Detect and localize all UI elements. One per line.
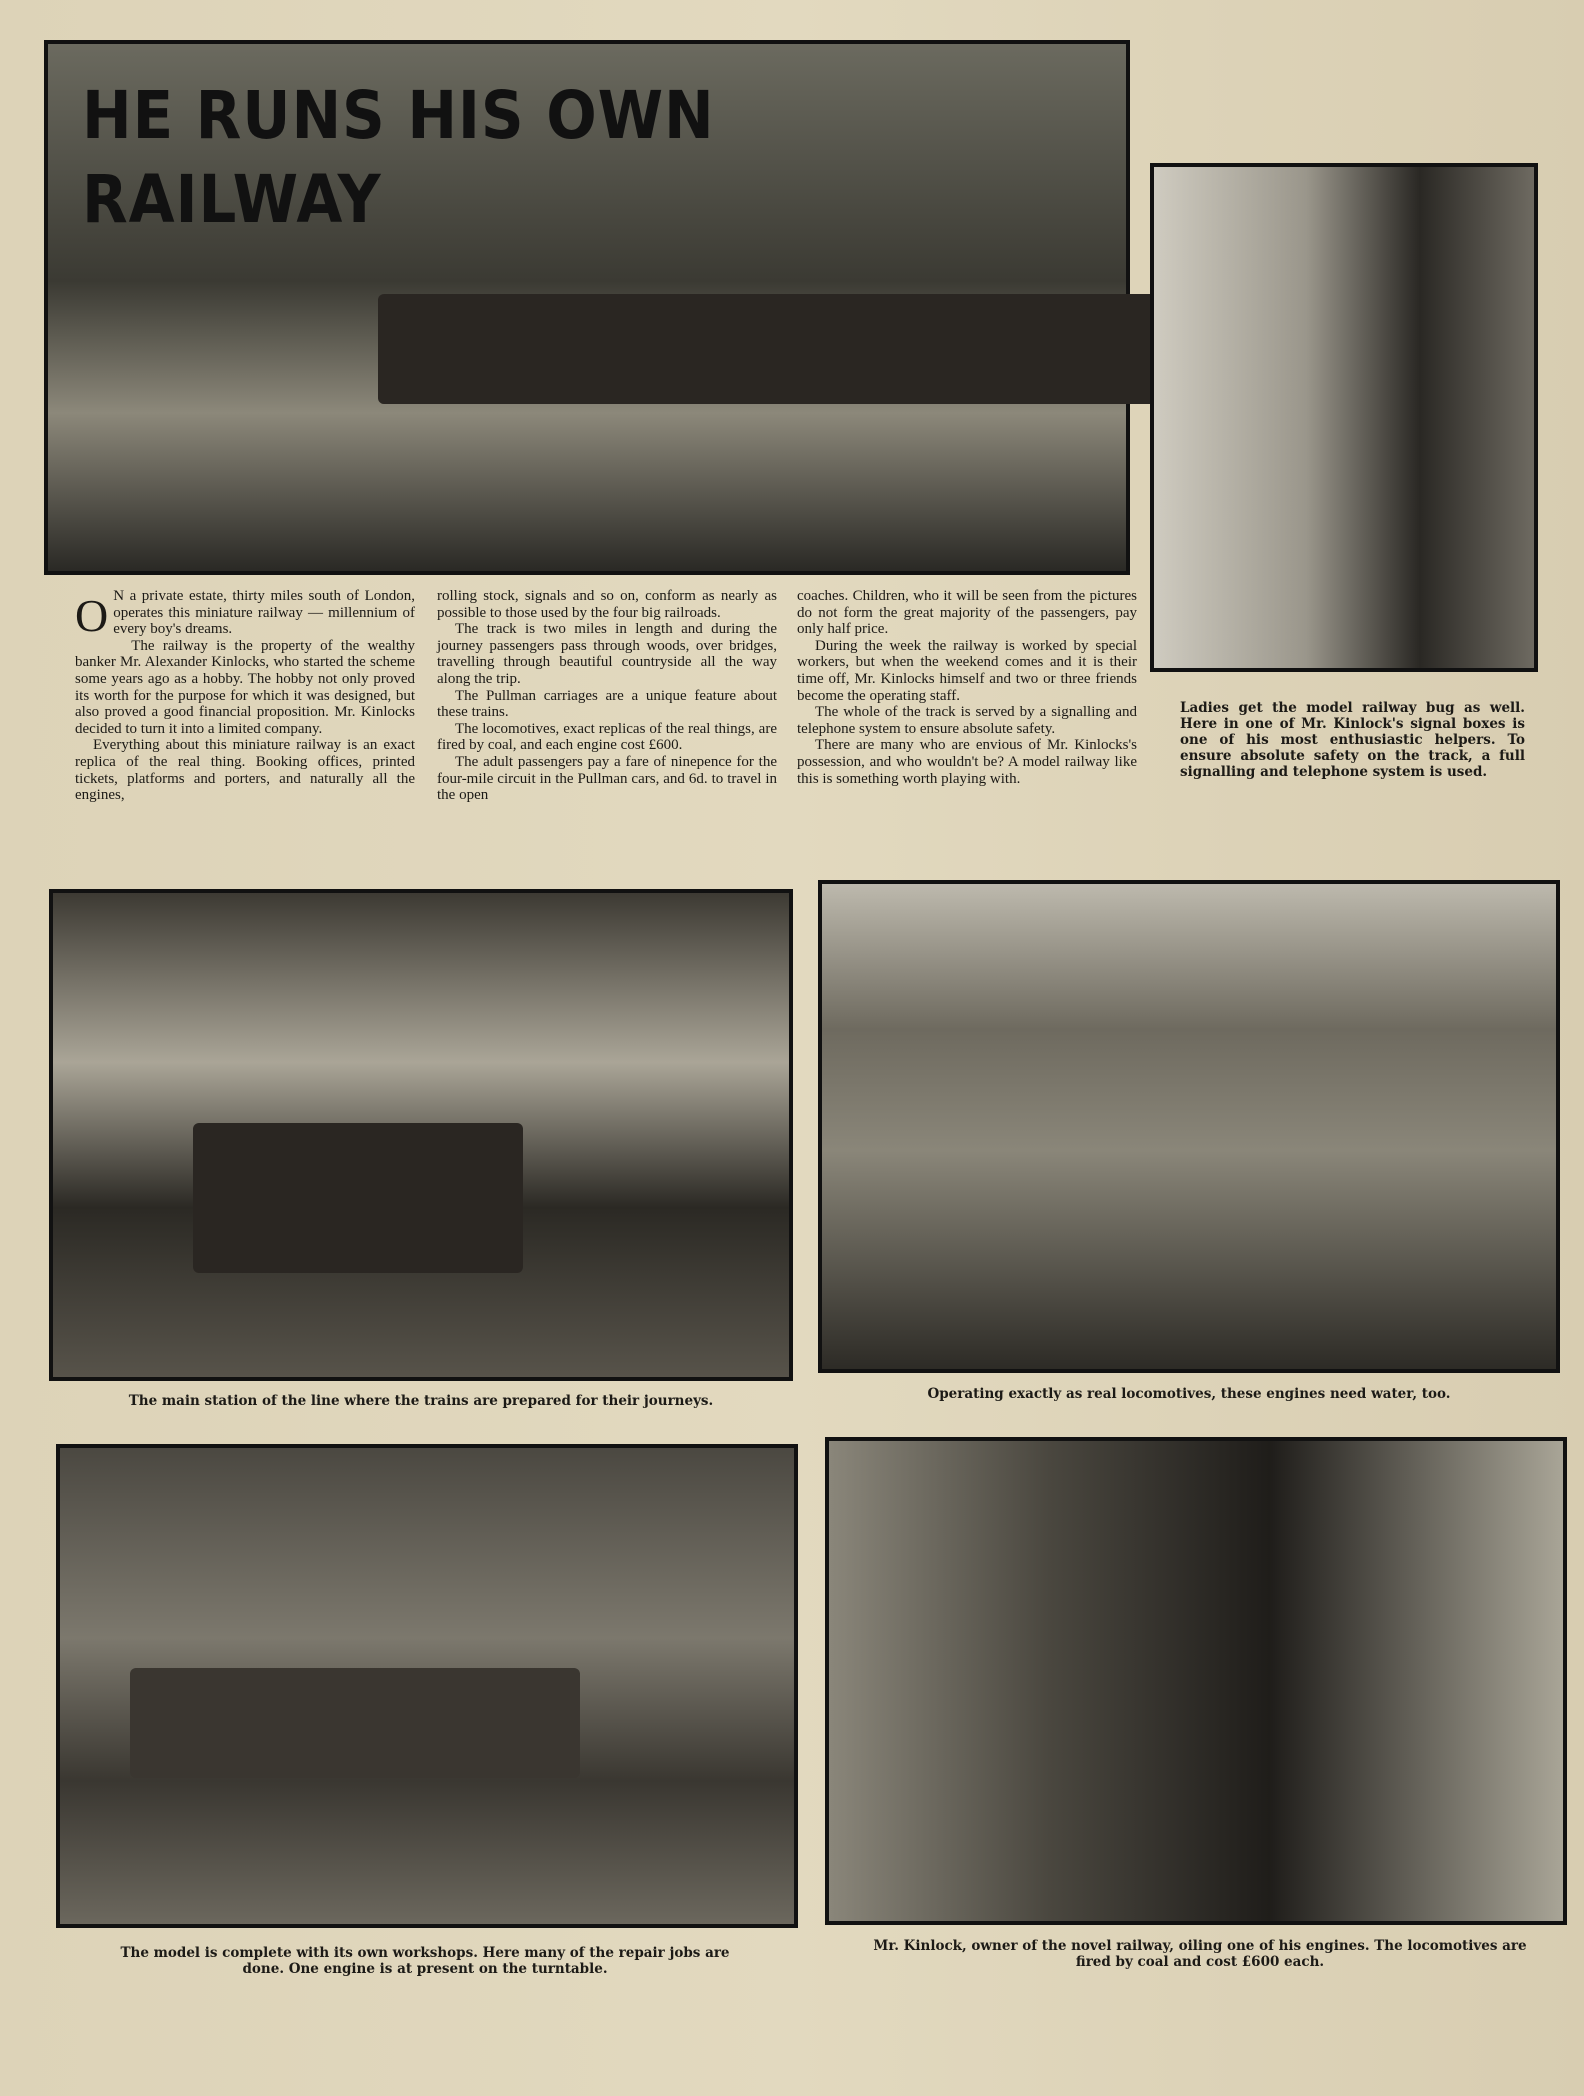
article-paragraph: Everything about this miniature railway is an exact replica of the real thing. Booking offices, printed tickets, platforms and porters, and naturally all the engines, (75, 737, 415, 804)
article-paragraph (75, 588, 415, 641)
signal-box-photo (1150, 163, 1538, 672)
headline-line: RAILWAY (82, 161, 382, 238)
article-paragraph: The locomotives, exact replicas of the real things, are fired by coal, and each engine cost £600. (437, 720, 777, 754)
article-paragraph: The railway is the property of the wealthy banker Mr. Alexander Kinlocks, who started the scheme some years ago as a hobby. The hobby not only proved its worth for the purpose for which it was designed, but also proved a good financial proposition. Mr. Kinlocks decided to turn it into a limited company. (75, 637, 415, 737)
oiling-caption: Mr. Kinlock, owner of the novel railway, oiling one of his engines. The locomotives are fired by coal and cost £600 each. (873, 1938, 1527, 1970)
article-column-3 (797, 588, 1137, 787)
hero-photo-train-on-bridge (44, 40, 1130, 575)
article-column-1 (75, 588, 415, 804)
workshop-caption: The model is complete with its own workshops. Here many of the repair jobs are done. One engine is at present on the turntable. (120, 1945, 730, 1977)
locomotive-image (193, 1123, 523, 1273)
article-paragraph: The track is two miles in length and during the journey passengers pass through woods, over bridges, travelling through beautiful countryside all the way along the trip. (437, 621, 777, 687)
main-station-photo (49, 889, 793, 1381)
oiling-photo (825, 1437, 1567, 1925)
workshop-photo (56, 1444, 798, 1928)
article-column-2 (437, 588, 777, 804)
locomotive-image (378, 294, 1178, 404)
headline-line: HE RUNS HIS OWN (82, 77, 715, 154)
article-paragraph: There are many who are envious of Mr. Kinlocks's possession, and who wouldn't be? A model railway like this is something worth playing with. (797, 737, 1137, 787)
article-paragraph: During the week the railway is worked by special workers, but when the weekend comes and it is their time off, Mr. Kinlocks himself and two or three friends become the operating staff. (797, 637, 1137, 704)
article-paragraph: The Pullman carriages are a unique feature about these trains. (437, 687, 777, 721)
paragraph-text: N a private estate, thirty miles south of London, operates this miniature railway — millennium of every boy's dreams. (113, 588, 415, 638)
article-paragraph: coaches. Children, who it will be seen from the pictures do not form the great majority of the passengers, pay only half price. (797, 588, 1137, 638)
locomotive-image (130, 1668, 580, 1778)
main-station-caption: The main station of the line where the trains are prepared for their journeys. (128, 1393, 714, 1409)
water-caption: Operating exactly as real locomotives, these engines need water, too. (927, 1386, 1451, 1402)
article-paragraph: The adult passengers pay a fare of ninepence for the four-mile circuit in the Pullman cars, and 6d. to travel in the open (437, 753, 777, 804)
water-photo (818, 880, 1560, 1373)
headline (82, 74, 715, 242)
article-paragraph: The whole of the track is served by a signalling and telephone system to ensure absolute safety. (797, 704, 1137, 737)
article-paragraph: rolling stock, signals and so on, conform as nearly as possible to those used by the four big railroads. (437, 588, 777, 621)
signal-box-caption: Ladies get the model railway bug as well. Here in one of Mr. Kinlock's signal boxes is one of his most enthusiastic helpers. To ensure absolute safety on the track, a full signalling and telephone system is used. (1180, 700, 1525, 780)
drop-cap: O (75, 590, 109, 641)
